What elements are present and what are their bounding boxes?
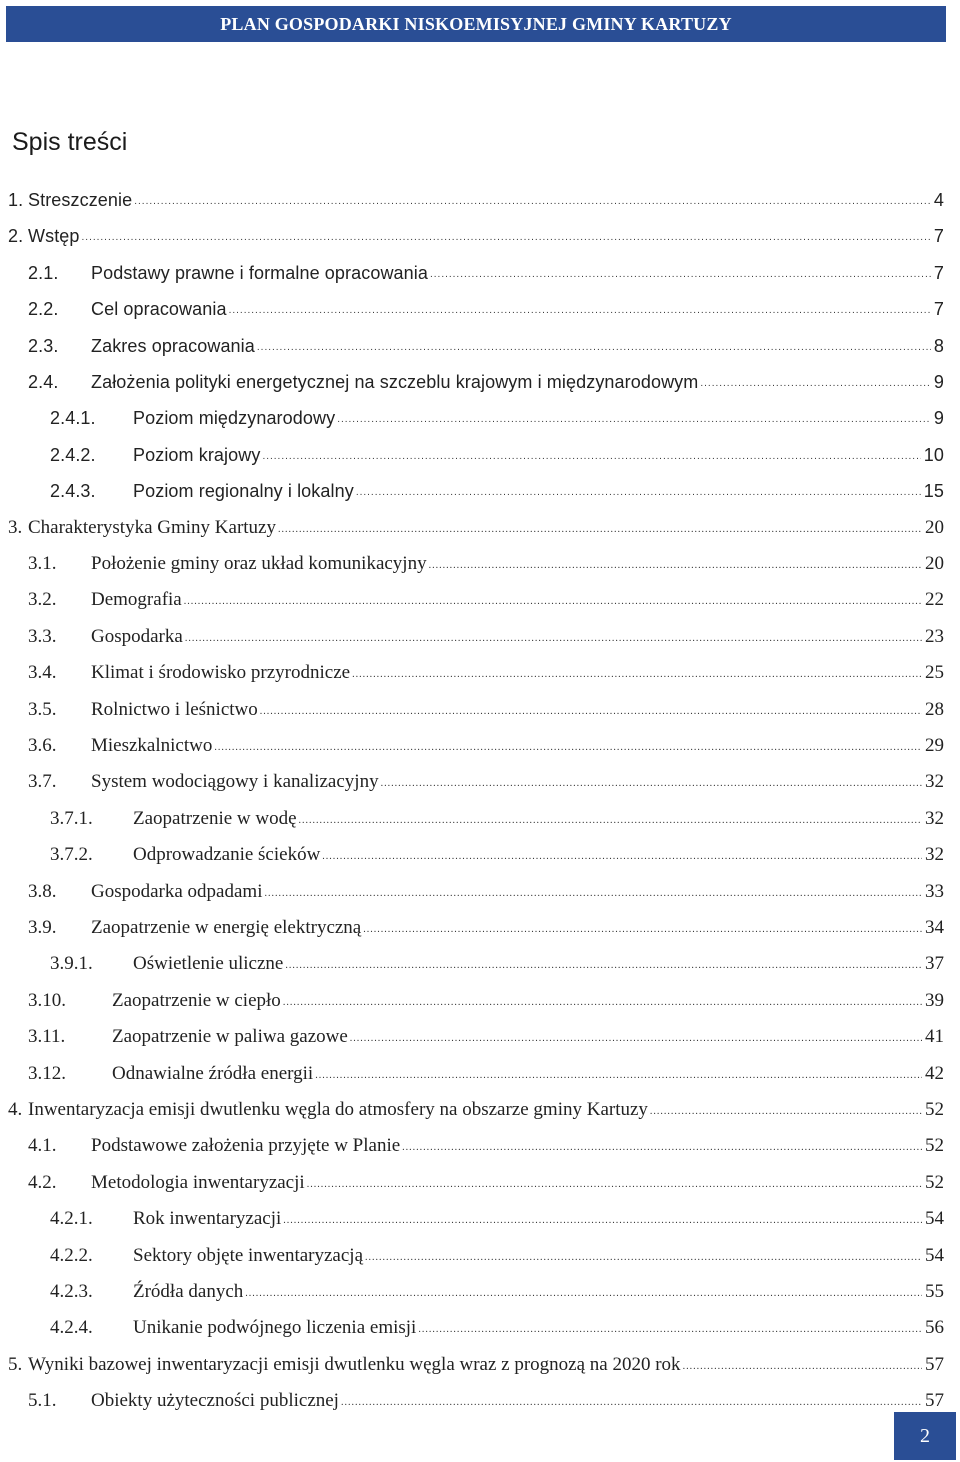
toc-entry-number: 4.1. — [28, 1135, 57, 1157]
toc-entry[interactable] — [0, 1274, 944, 1310]
toc-entry[interactable] — [0, 874, 944, 910]
toc-entry-page: 9 — [933, 408, 944, 429]
dot-leader — [283, 1210, 922, 1232]
toc-entry-page: 34 — [925, 917, 944, 938]
header-title: PLAN GOSPODARKI NISKOEMISYJNEJ GMINY KARTUZY — [220, 13, 732, 34]
dot-leader — [356, 482, 921, 504]
toc-entry-page: 28 — [925, 698, 944, 720]
toc-entry-number: 3.11. — [28, 1026, 66, 1048]
dot-leader — [257, 337, 931, 359]
toc-entry-page: 57 — [925, 1390, 944, 1412]
toc-entry-page: 39 — [925, 989, 944, 1011]
toc-entry-number: 3.8. — [28, 880, 57, 902]
toc-entry[interactable] — [0, 764, 944, 800]
toc-entry-page: 10 — [923, 444, 944, 465]
toc-entry[interactable] — [0, 910, 944, 946]
toc-entry-page: 7 — [933, 299, 944, 320]
toc-entry-page: 4 — [933, 190, 944, 210]
toc-entry-number: 2.1. — [28, 262, 59, 283]
toc-entry[interactable] — [0, 619, 944, 655]
dot-leader — [283, 992, 922, 1014]
toc-entry-label[interactable]: Założenia polityki energetycznej na szczeblu krajowym i międzynarodowym — [91, 372, 699, 392]
toc-entry-page: 52 — [925, 1135, 944, 1157]
toc-entry-page: 22 — [925, 589, 944, 611]
dot-leader — [418, 1319, 922, 1341]
toc-entry-number: 3.9.1. — [50, 953, 93, 975]
toc-entry[interactable] — [0, 182, 944, 218]
toc-entry-label[interactable]: Cel opracowania — [91, 299, 227, 320]
toc-entry[interactable] — [0, 255, 944, 291]
toc-entry[interactable] — [0, 946, 944, 982]
toc-entry-label[interactable]: Obiekty użyteczności publicznej — [91, 1390, 339, 1412]
toc-entry[interactable] — [0, 1238, 944, 1274]
toc-entry-number: 3.2. — [28, 589, 57, 611]
toc-entry-label[interactable]: Wstęp — [28, 226, 80, 247]
toc-entry-number: 2.4.2. — [50, 444, 96, 465]
toc-entry-label[interactable]: System wodociągowy i kanalizacyjny — [91, 771, 379, 793]
toc-entry-number: 3.10. — [28, 989, 66, 1011]
toc-entry-number: 4. — [8, 1099, 23, 1120]
toc-entry-number: 4.2.1. — [50, 1208, 93, 1230]
toc-entry[interactable] — [0, 1383, 944, 1419]
dot-leader — [429, 555, 922, 577]
toc-entry[interactable] — [0, 1310, 944, 1346]
dot-leader — [381, 773, 922, 795]
dot-leader — [262, 446, 920, 468]
toc-entry-label[interactable]: Poziom krajowy — [133, 444, 261, 465]
toc-entry-number: 5.1. — [28, 1390, 57, 1412]
toc-entry-number: 4.2. — [28, 1171, 57, 1193]
toc-entry[interactable] — [0, 801, 944, 837]
toc-entry[interactable] — [0, 1347, 944, 1383]
toc-entry[interactable] — [0, 218, 944, 254]
toc-entry-number: 3. — [8, 516, 23, 538]
toc-entry-number: 3.6. — [28, 735, 57, 756]
dot-leader — [430, 264, 931, 286]
toc-entry-label[interactable]: Poziom regionalny i lokalny — [133, 481, 354, 502]
toc-entry-page: 29 — [925, 735, 944, 756]
toc-entry-label[interactable]: Położenie gminy oraz układ komunikacyjny — [91, 553, 427, 574]
toc-entry-label[interactable]: Streszczenie — [28, 190, 133, 210]
dot-leader — [82, 227, 931, 249]
toc-entry-number: 3.7.2. — [50, 844, 93, 866]
toc-entry-number: 2. — [8, 226, 24, 247]
toc-entry[interactable] — [0, 546, 944, 582]
toc-entry[interactable] — [0, 1165, 944, 1201]
toc-entry-page: 54 — [925, 1244, 944, 1266]
toc-entry-page: 57 — [925, 1353, 944, 1375]
toc-entry-label[interactable]: Unikanie podwójnego liczenia emisji — [133, 1317, 417, 1339]
dot-leader — [214, 737, 922, 759]
toc-entry-number: 2.4. — [28, 372, 59, 392]
dot-leader — [402, 1137, 922, 1159]
dot-leader — [650, 1101, 922, 1123]
toc-entry-page: 32 — [925, 844, 944, 866]
dot-leader — [229, 300, 931, 322]
toc-entry-number: 5. — [8, 1353, 23, 1375]
toc-entry-label[interactable]: Zaopatrzenie w paliwa gazowe — [112, 1026, 348, 1048]
toc-entry-label[interactable]: Źródła danych — [133, 1281, 244, 1302]
dot-leader — [365, 1247, 922, 1269]
toc-entry-page: 37 — [925, 953, 944, 975]
toc-entry-label[interactable]: Mieszkalnictwo — [91, 735, 213, 756]
toc-entry-page: 42 — [925, 1062, 944, 1084]
toc-entry-label[interactable]: Inwentaryzacja emisji dwutlenku węgla do atmosfery na obszarze gminy Kartuzy — [28, 1099, 648, 1120]
toc-entry-number: 2.2. — [28, 299, 59, 320]
dot-leader — [245, 1283, 922, 1305]
toc-entry-page: 55 — [925, 1281, 944, 1302]
dot-leader — [285, 955, 922, 977]
toc-entry[interactable] — [0, 291, 944, 327]
dot-leader — [322, 846, 922, 868]
toc-entry-number: 3.9. — [28, 917, 57, 938]
toc-entry-page: 9 — [933, 372, 944, 392]
dot-leader — [134, 191, 931, 213]
toc-entry-number: 2.4.1. — [50, 408, 96, 429]
dot-leader — [683, 1356, 922, 1378]
toc-entry-number: 2.4.3. — [50, 481, 96, 502]
toc-entry-label[interactable]: Zakres opracowania — [91, 335, 255, 356]
toc-entry-number: 4.2.2. — [50, 1244, 93, 1266]
toc-entry-label[interactable]: Wyniki bazowej inwentaryzacji emisji dwutlenku węgla wraz z prognozą na 2020 rok — [28, 1353, 681, 1375]
toc-entry-label[interactable]: Klimat i środowisko przyrodnicze — [91, 662, 351, 684]
toc-entry-number: 3.12. — [28, 1062, 66, 1084]
dot-leader — [352, 664, 922, 686]
toc-entry-page: 20 — [925, 553, 944, 574]
toc-entry-label[interactable]: Gospodarka — [91, 625, 183, 647]
toc-entry-label[interactable]: Oświetlenie uliczne — [133, 953, 284, 975]
toc-entry-label[interactable]: Sektory objęte inwentaryzacją — [133, 1244, 364, 1266]
toc-entry-number: 1. — [8, 190, 24, 210]
toc-entry-page: 23 — [925, 625, 944, 647]
dot-leader — [341, 1392, 922, 1414]
toc-entry[interactable] — [0, 983, 944, 1019]
toc-entry[interactable] — [0, 437, 944, 473]
toc-entry-number: 3.1. — [28, 553, 57, 574]
toc-entry-label[interactable]: Podstawowe założenia przyjęte w Planie — [91, 1135, 401, 1157]
toc-entry-page: 25 — [925, 662, 944, 684]
toc-entry-page: 41 — [925, 1026, 944, 1048]
document-header — [6, 6, 946, 42]
dot-leader — [299, 810, 922, 832]
toc-entry[interactable] — [0, 1128, 944, 1164]
toc-entry-number: 3.5. — [28, 698, 57, 720]
toc-entry-page: 52 — [925, 1099, 944, 1120]
toc-entry-page: 20 — [925, 516, 944, 538]
toc-entry[interactable] — [0, 400, 944, 436]
toc-entry-label[interactable]: Rolnictwo i leśnictwo — [91, 698, 258, 720]
toc-entry-number: 4.2.3. — [50, 1281, 93, 1302]
toc-entry[interactable] — [0, 1092, 944, 1128]
toc-entry-label[interactable]: Poziom międzynarodowy — [133, 408, 336, 429]
toc-entry-number: 2.3. — [28, 335, 59, 356]
toc-entry-number: 4.2.4. — [50, 1317, 93, 1339]
toc-entry[interactable] — [0, 1019, 944, 1055]
toc-entry-page: 52 — [925, 1171, 944, 1193]
toc-entry[interactable] — [0, 655, 944, 691]
toc-entry-label[interactable]: Zaopatrzenie w energię elektryczną — [91, 917, 362, 938]
toc-entry[interactable] — [0, 837, 944, 873]
toc-entry[interactable] — [0, 1056, 944, 1092]
dot-leader — [260, 701, 922, 723]
toc-entry[interactable] — [0, 328, 944, 364]
dot-leader — [700, 373, 931, 395]
toc-entry[interactable] — [0, 692, 944, 728]
toc-entry-label[interactable]: Odnawialne źródła energii — [112, 1062, 314, 1084]
toc-entry-label[interactable]: Odprowadzanie ścieków — [133, 844, 321, 866]
toc-entry-label[interactable]: Zaopatrzenie w wodę — [133, 807, 297, 829]
toc-entry-label[interactable]: Demografia — [91, 589, 182, 611]
toc-entry-label[interactable]: Gospodarka odpadami — [91, 880, 263, 902]
toc-entry-page: 32 — [925, 807, 944, 829]
toc-entry-label[interactable]: Rok inwentaryzacji — [133, 1208, 282, 1230]
page-number-box — [894, 1412, 956, 1460]
dot-leader — [184, 591, 922, 613]
dot-leader — [307, 1174, 922, 1196]
toc-entry-number: 3.7.1. — [50, 807, 93, 829]
page-number: 2 — [920, 1424, 930, 1447]
dot-leader — [350, 1028, 922, 1050]
toc-entry-page: 8 — [933, 335, 944, 356]
toc-entry-page: 15 — [923, 481, 944, 502]
toc-entry-page: 32 — [925, 771, 944, 793]
toc-entry[interactable] — [0, 728, 944, 764]
toc-entry-number: 3.3. — [28, 625, 57, 647]
toc-entry[interactable] — [0, 510, 944, 546]
toc-entry[interactable] — [0, 1201, 944, 1237]
toc-entry[interactable] — [0, 582, 944, 618]
toc-title: Spis treści — [12, 128, 128, 156]
toc-entry-page: 7 — [933, 226, 944, 247]
dot-leader — [315, 1065, 922, 1087]
toc-entry-label[interactable]: Charakterystyka Gminy Kartuzy — [28, 516, 276, 538]
toc-entry-page: 56 — [925, 1317, 944, 1339]
toc-entry-page: 54 — [925, 1208, 944, 1230]
toc-entry-label[interactable]: Metodologia inwentaryzacji — [91, 1171, 305, 1193]
dot-leader — [264, 883, 922, 905]
toc-entry-number: 3.4. — [28, 662, 57, 684]
toc-entry-page: 7 — [933, 262, 944, 283]
toc-entry-page: 33 — [925, 880, 944, 902]
toc-entry[interactable] — [0, 473, 944, 509]
dot-leader — [337, 409, 931, 431]
toc-entry-number: 3.7. — [28, 771, 57, 793]
dot-leader — [185, 628, 922, 650]
toc-entry[interactable] — [0, 364, 944, 400]
toc-entry-label[interactable]: Zaopatrzenie w ciepło — [112, 989, 281, 1011]
toc-entry-label[interactable]: Podstawy prawne i formalne opracowania — [91, 262, 428, 283]
dot-leader — [363, 919, 922, 941]
dot-leader — [278, 519, 922, 541]
